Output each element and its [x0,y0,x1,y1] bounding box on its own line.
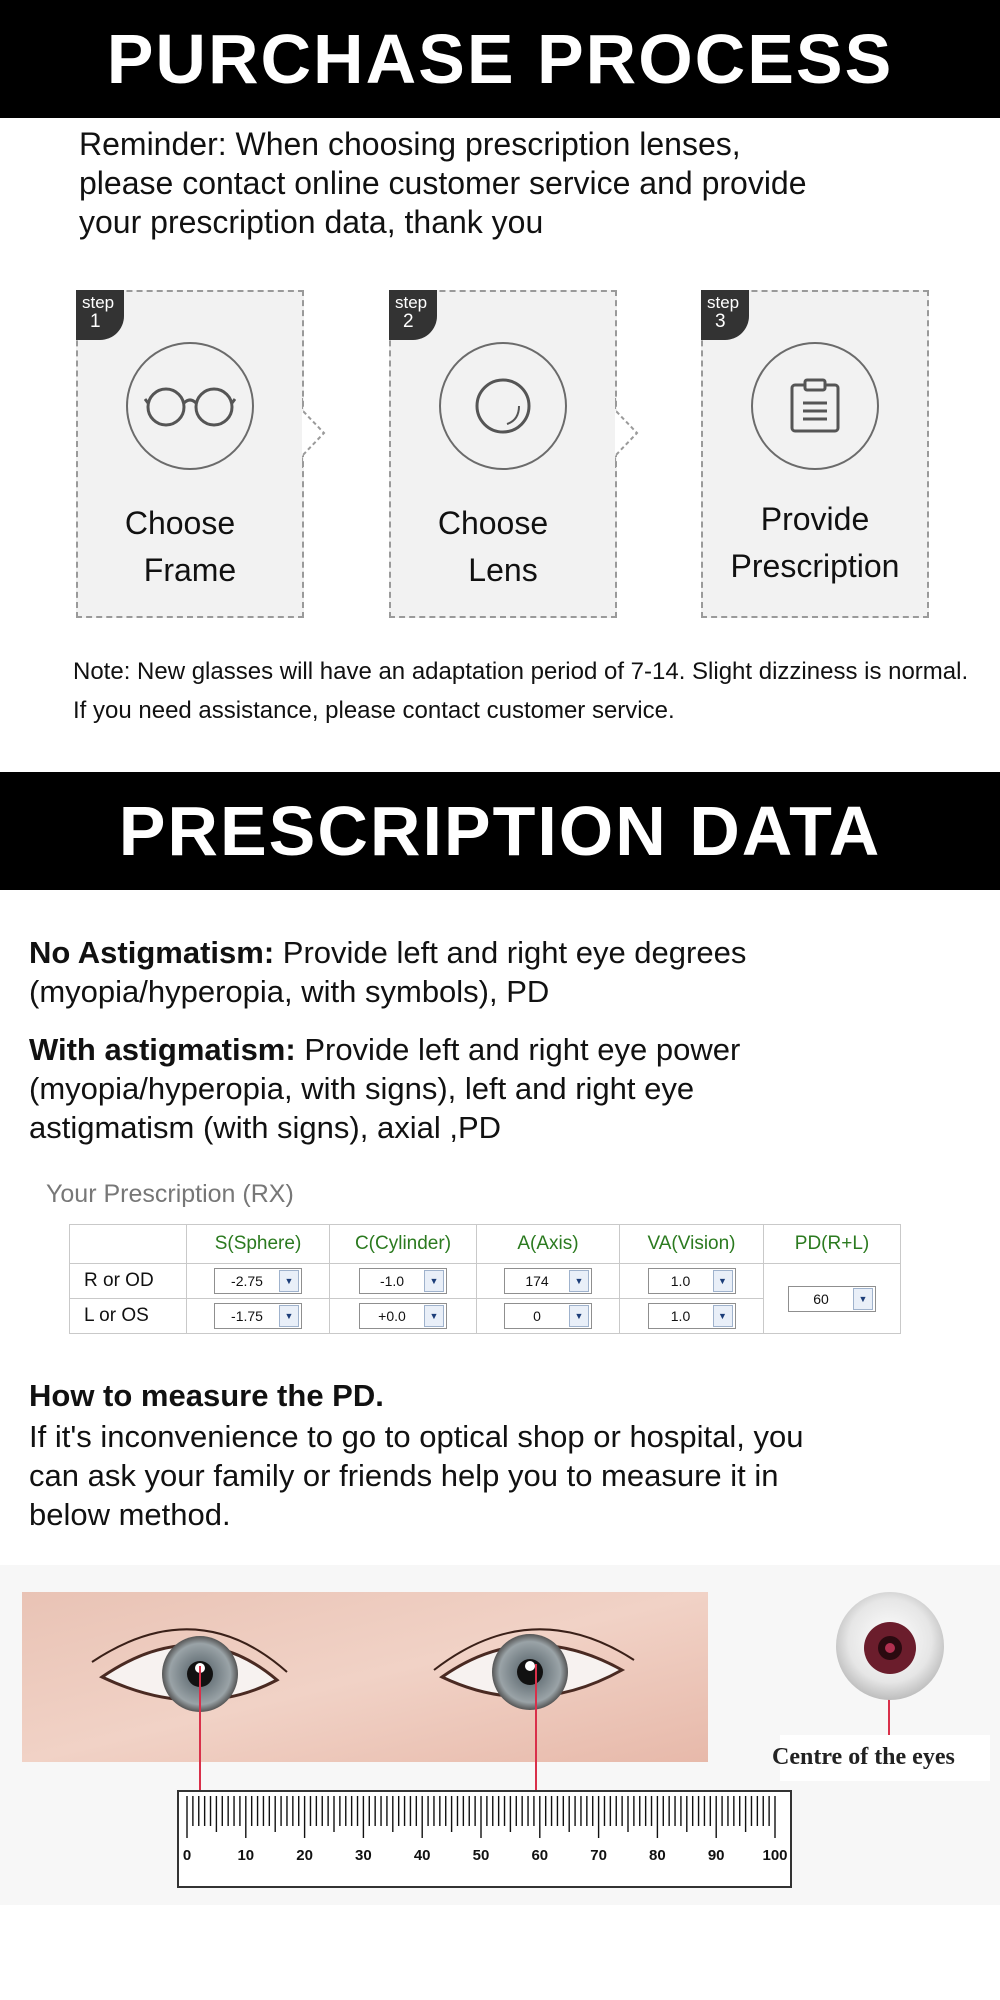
with-astigmatism-text: Provide left and right eye power (myopia/hyperopia, with signs), left and right eye astigmatism (with signs), axial ,PD [29,1032,741,1145]
purchase-process-title: PURCHASE PROCESS [106,20,894,98]
select-value: -1.0 [379,1273,405,1289]
rx-header-axis: A(Axis) [477,1225,620,1264]
chevron-down-icon: ▼ [279,1305,299,1327]
rx-header-pd: PD(R+L) [764,1225,901,1264]
step-badge-number: 3 [715,311,726,332]
ruler-label: 0 [182,1847,192,1864]
pd-measure-title: How to measure the PD. [29,1378,384,1413]
no-astigmatism-text: Provide left and right eye degrees (myopia/hyperopia, with symbols), PD [29,935,747,1009]
chevron-down-icon: ▼ [424,1270,444,1292]
rx-header-cylinder: C(Cylinder) [330,1225,477,1264]
select-value: -1.75 [231,1308,263,1324]
rx-header-sphere: S(Sphere) [187,1225,330,1264]
ruler-label: 30 [355,1847,372,1864]
ruler-label: 70 [590,1847,607,1864]
reminder-line: your prescription data, thank you [79,204,544,240]
ruler-label: 10 [237,1847,255,1864]
select-value: 60 [813,1290,829,1307]
select-value: -2.75 [231,1273,263,1289]
chevron-down-icon: ▼ [713,1270,733,1292]
pd-measure-text: If it's inconvenience to go to optical shop or hospital, you can ask your family or friends help you to measure it in below method. [29,1419,804,1532]
select-value: 1.0 [670,1273,691,1289]
select-value: +0.0 [378,1308,406,1324]
ruler-label: 100 [762,1847,788,1864]
rx-header-vision: VA(Vision) [620,1225,764,1264]
reminder-line: please contact online customer service and provide [79,165,807,201]
no-astigmatism-label: No Astigmatism: [29,935,275,970]
chevron-down-icon: ▼ [853,1288,873,1310]
ruler-label: 50 [472,1847,490,1864]
step-label-line: Prescription [730,548,900,584]
rx-title: Your Prescription (RX) [46,1180,294,1208]
step-badge-label: step [395,293,428,312]
centre-of-eyes-label: Centre of the eyes [772,1744,955,1770]
chevron-down-icon: ▼ [569,1270,589,1292]
step-badge-number: 1 [90,311,101,332]
pd-ruler [177,1790,792,1888]
eyeball-diagram [834,1590,946,1702]
ruler-label: 80 [649,1847,666,1864]
step-label-line: Choose [124,505,236,541]
chevron-down-icon: ▼ [569,1305,589,1327]
ruler-label: 20 [296,1847,313,1864]
select-value: 174 [525,1273,549,1289]
step-label-line: Choose [437,505,549,541]
step-badge-label: step [707,293,740,312]
ruler-scale [179,1792,790,1886]
ruler-label: 40 [413,1847,431,1864]
ruler-label: 60 [531,1847,549,1864]
rx-row-label: L or OS [70,1299,187,1334]
step-badge-label: step [82,293,115,312]
adaptation-note: Note: New glasses will have an adaptation period of 7-14. Slight dizziness is normal. If you need assistance, please contact customer service. [73,658,969,724]
step-label-line: Frame [143,552,237,588]
reminder-line: Reminder: When choosing prescription lenses, [79,126,741,162]
step-label-line: Provide [760,501,870,537]
prescription-data-title: PRESCRIPTION DATA [118,792,882,870]
ruler-label: 90 [707,1847,725,1864]
select-value: 1.0 [670,1308,691,1324]
step-badge-number: 2 [403,311,414,332]
select-value: 0 [533,1308,541,1324]
chevron-down-icon: ▼ [424,1305,444,1327]
with-astigmatism-label: With astigmatism: [29,1032,296,1067]
rx-row-label: R or OD [70,1264,187,1299]
chevron-down-icon: ▼ [279,1270,299,1292]
chevron-down-icon: ▼ [713,1305,733,1327]
step-label-line: Lens [468,552,538,588]
